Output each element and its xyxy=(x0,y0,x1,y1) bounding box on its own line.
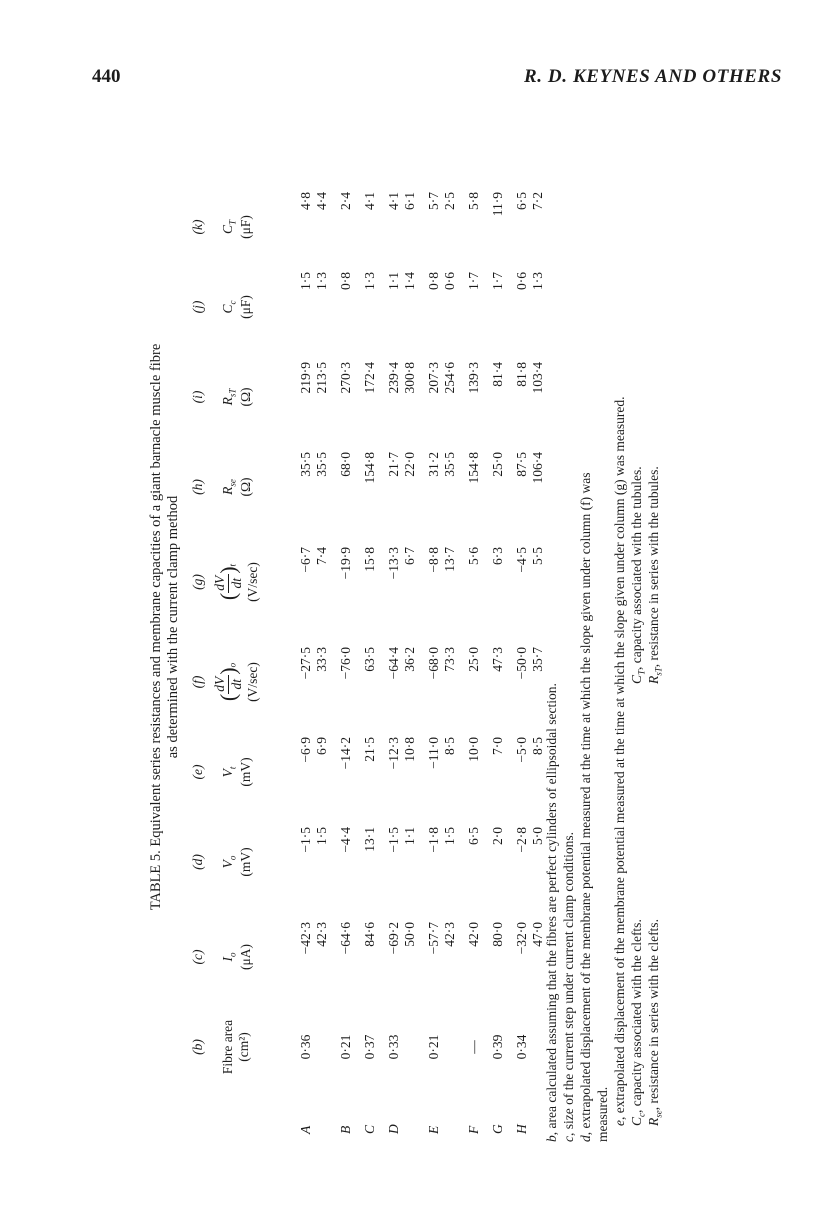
caption-line-1: TABLE 5. Equivalent series resistances and membrane capacities of a giant barnacle muscle fibre xyxy=(148,343,164,911)
table-cell: 0·6 xyxy=(514,272,529,290)
table-cell: 6·7 xyxy=(402,547,417,565)
table-cell: −1·8 xyxy=(426,827,441,853)
table-cell: 35·5 xyxy=(298,452,313,477)
table-cell: 68·0 xyxy=(338,452,353,477)
table-cell: 0·39 xyxy=(490,1034,505,1060)
table-cell: −14·2 xyxy=(338,737,353,770)
column-letter: (b) xyxy=(190,1039,205,1055)
sub: o xyxy=(227,952,238,957)
table-cell: −64·4 xyxy=(386,647,401,680)
table-cell: 4·1 xyxy=(362,192,377,210)
caption-line-2: as determined with the current clamp method xyxy=(165,495,182,759)
header-unit: (Ω) xyxy=(238,387,254,407)
table-cell: −32·0 xyxy=(514,922,529,955)
table-cell: 25·0 xyxy=(466,647,481,672)
table-cell: 1·7 xyxy=(466,272,481,290)
table-cell: 10·0 xyxy=(466,737,481,762)
sub: o xyxy=(227,662,238,668)
derivative-symbol: ( dV dt )$_o$ xyxy=(212,662,245,702)
table-cell: 35·7 xyxy=(530,647,545,672)
table-cell: 10·8 xyxy=(402,737,417,762)
header-unit: (V/sec) xyxy=(245,662,261,702)
header-symbol xyxy=(220,827,238,897)
table-cell: −5·0 xyxy=(514,737,529,763)
table-cell: 1·1 xyxy=(386,272,401,290)
table-cell: −13·3 xyxy=(386,547,401,580)
frac-num: dV xyxy=(212,575,227,591)
table-cell: 154·8 xyxy=(466,452,481,484)
footnote-e: e, extrapolated displacement of the membrane potential measured at the time at which the slope given under column (g) was measured. xyxy=(612,396,627,1126)
frac-den: dt xyxy=(229,578,245,589)
table-cell: −8·8 xyxy=(426,547,441,573)
table-cell: 13·7 xyxy=(442,547,457,572)
header-symbol xyxy=(220,192,238,262)
footnote-c: c, size of the current step under current clamp conditions. xyxy=(561,831,576,1142)
frac-den: dt xyxy=(229,679,245,690)
table-cell: 106·4 xyxy=(530,452,545,484)
column-header xyxy=(220,272,255,342)
column-letter: (e) xyxy=(190,764,205,780)
sub: t xyxy=(227,563,238,567)
table-cell: 47·0 xyxy=(530,922,545,947)
table-cell: 5·5 xyxy=(530,547,545,565)
table-cell: 42·0 xyxy=(466,922,481,947)
table-cell: 219·9 xyxy=(298,362,313,394)
table-cell: 1·5 xyxy=(442,827,457,845)
table-cell: 42·3 xyxy=(442,922,457,947)
header-unit: (cm²) xyxy=(236,1032,252,1062)
table-cell: −64·6 xyxy=(338,922,353,955)
column-header xyxy=(220,737,255,807)
table-cell: 0·21 xyxy=(426,1034,441,1060)
table-cell: 22·0 xyxy=(402,452,417,477)
table-cell: 33·3 xyxy=(314,647,329,672)
table-cell: 270·3 xyxy=(338,362,353,394)
table-cell: −2·8 xyxy=(514,827,529,853)
row-label: G xyxy=(490,1124,505,1134)
column-header xyxy=(220,452,255,522)
column-letter: (g) xyxy=(190,574,205,590)
table-cell: 6·3 xyxy=(490,547,505,565)
row-label: D xyxy=(386,1124,401,1134)
table-cell: 0·21 xyxy=(338,1034,353,1060)
footnote-d-cont: measured. xyxy=(595,1086,610,1142)
sub: sT xyxy=(227,388,238,398)
table-cell: 0·37 xyxy=(362,1034,377,1060)
table-cell: 207·3 xyxy=(426,362,441,394)
header-symbol xyxy=(220,452,238,522)
table-cell: 0·6 xyxy=(442,272,457,290)
sym: I xyxy=(220,957,235,962)
table-cell: 4·1 xyxy=(386,192,401,210)
table-cell: 36·2 xyxy=(402,647,417,672)
table-cell: −19·9 xyxy=(338,547,353,580)
table-cell: −4·5 xyxy=(514,547,529,573)
table-cell: 300·8 xyxy=(402,362,417,394)
table-cell: 5·6 xyxy=(466,547,481,565)
table-cell: −50·0 xyxy=(514,647,529,680)
table-cell: 8·5 xyxy=(530,737,545,755)
table-cell: 1·3 xyxy=(530,272,545,290)
table-cell: 5·7 xyxy=(426,192,441,210)
column-header xyxy=(220,1012,252,1082)
table-cell: 239·4 xyxy=(386,362,401,394)
column-letter: (k) xyxy=(190,219,205,235)
sub: se xyxy=(227,479,238,487)
table-cell: 81·4 xyxy=(490,362,505,387)
table-cell: 6·1 xyxy=(402,192,417,210)
table-cell: 103·4 xyxy=(530,362,545,394)
table-cell: 35·5 xyxy=(314,452,329,477)
rotated-table xyxy=(140,112,670,1142)
table-cell: 5·8 xyxy=(466,192,481,210)
column-letter: (d) xyxy=(190,854,205,870)
header-symbol xyxy=(220,1012,236,1082)
derivative-symbol: ( dV dt )$_t$ xyxy=(212,563,245,601)
table-cell: 6·5 xyxy=(514,192,529,210)
row-label: F xyxy=(466,1125,481,1134)
table-cell: 7·4 xyxy=(314,547,329,565)
table-cell: 1·5 xyxy=(298,272,313,290)
sub: T xyxy=(227,219,238,225)
table-cell: 254·6 xyxy=(442,362,457,394)
sub: t xyxy=(227,766,238,770)
table-cell: 50·0 xyxy=(402,922,417,947)
table-cell: −57·7 xyxy=(426,922,441,955)
table-cell: −12·3 xyxy=(386,737,401,770)
header-symbol xyxy=(220,737,238,807)
column-letter: (f) xyxy=(190,675,205,689)
column-header xyxy=(212,547,262,617)
table-cell: 1·3 xyxy=(314,272,329,290)
row-label: C xyxy=(362,1124,377,1134)
sym: C xyxy=(220,225,235,235)
table-cell: 2·4 xyxy=(338,192,353,210)
table-cell: 2·5 xyxy=(442,192,457,210)
table-cell: 0·34 xyxy=(514,1034,529,1060)
column-letter: (c) xyxy=(190,949,205,965)
sym: R xyxy=(220,397,235,406)
table-cell: −69·2 xyxy=(386,922,401,955)
table-cell: −42·3 xyxy=(298,922,313,955)
table-cell: 0·36 xyxy=(298,1034,313,1060)
table-cell: 73·3 xyxy=(442,647,457,672)
table-cell: 2·0 xyxy=(490,827,505,845)
column-letter: (h) xyxy=(190,479,205,495)
table-cell: 6·5 xyxy=(466,827,481,845)
table-cell: −1·5 xyxy=(298,827,313,853)
table-cell: 25·0 xyxy=(490,452,505,477)
table-cell: 4·8 xyxy=(298,192,313,210)
footnote-b: b, area calculated assuming that the fibres are perfect cylinders of ellipsoidal section. xyxy=(544,683,559,1142)
table-cell: 42·3 xyxy=(314,922,329,947)
footnote-rst: $R_{sT}$, resistance in series with the tubules. xyxy=(646,466,664,684)
table-cell: −76·0 xyxy=(338,647,353,680)
column-letter: (i) xyxy=(190,390,205,404)
row-label: B xyxy=(338,1125,353,1134)
sub: o xyxy=(227,855,238,861)
table-cell: 81·8 xyxy=(514,362,529,387)
row-label: E xyxy=(426,1125,441,1134)
table-cell: 0·8 xyxy=(426,272,441,290)
table-cell: 1·5 xyxy=(314,827,329,845)
row-label: A xyxy=(298,1125,313,1134)
footnote-ct: $C_T$, capacity associated with the tubules. xyxy=(629,466,647,684)
table-cell: 21·7 xyxy=(386,452,401,477)
footnote-cc: $C_c$, capacity associated with the clefts. xyxy=(629,919,647,1126)
table-cell: 35·5 xyxy=(442,452,457,477)
table-cell: 213·5 xyxy=(314,362,329,394)
table-cell: 6·9 xyxy=(314,737,329,755)
table-cell: −6·9 xyxy=(298,737,313,763)
table-cell: 84·6 xyxy=(362,922,377,947)
table-cell: 31·2 xyxy=(426,452,441,477)
table-cell: 4·4 xyxy=(314,192,329,210)
header-unit: (Ω) xyxy=(238,477,254,497)
page-number: 440 xyxy=(92,66,121,87)
table-cell: −1·5 xyxy=(386,827,401,853)
table-cell: 7·2 xyxy=(530,192,545,210)
table-cell: 154·8 xyxy=(362,452,377,484)
sym: V xyxy=(220,769,235,778)
table-cell: 13·1 xyxy=(362,827,377,852)
header-unit: (mV) xyxy=(238,757,254,787)
page-header xyxy=(92,66,782,96)
header-symbol xyxy=(220,922,238,992)
sub: c xyxy=(227,300,238,305)
table-cell: 63·5 xyxy=(362,647,377,672)
header-symbol xyxy=(220,362,238,432)
table-cell: 8·5 xyxy=(442,737,457,755)
column-letter: (j) xyxy=(190,300,205,314)
table-cell: 0·8 xyxy=(338,272,353,290)
table-caption xyxy=(148,112,182,1142)
running-head: R. D. KEYNES AND OTHERS xyxy=(523,66,782,87)
column-header xyxy=(220,362,255,432)
table-cell: 47·3 xyxy=(490,647,505,672)
column-header xyxy=(220,192,255,262)
table-cell: 87·5 xyxy=(514,452,529,477)
frac-num: dV xyxy=(212,676,227,692)
sym: Fibre area xyxy=(220,1019,235,1075)
table-cell: 21·5 xyxy=(362,737,377,762)
table-cell: 139·3 xyxy=(466,362,481,394)
header-unit: (μF) xyxy=(238,215,254,239)
sym: V xyxy=(220,860,235,869)
table-5 xyxy=(140,112,670,1142)
header-unit: (μA) xyxy=(238,944,254,970)
table-cell: 5·0 xyxy=(530,827,545,845)
table-cell: −27·5 xyxy=(298,647,313,680)
table-cell: 1·3 xyxy=(362,272,377,290)
footnote-rse: $R_{se}$, resistance in series with the clefts. xyxy=(646,919,664,1126)
table-cell: 80·0 xyxy=(490,922,505,947)
table-cell: 1·4 xyxy=(402,272,417,290)
footnote-d: d, extrapolated displacement of the membrane potential measured at the time at which the slope given under column (f) was xyxy=(578,472,593,1142)
table-cell: 1·1 xyxy=(402,827,417,845)
column-header xyxy=(212,647,262,717)
table-cell: 1·7 xyxy=(490,272,505,290)
table-cell: 0·33 xyxy=(386,1034,401,1060)
column-header xyxy=(220,827,255,897)
header-symbol xyxy=(220,272,238,342)
table-cell: 7·0 xyxy=(490,737,505,755)
header-unit: (mV) xyxy=(238,847,254,877)
sym: C xyxy=(220,304,235,314)
header-unit: (V/sec) xyxy=(245,562,261,602)
sym: R xyxy=(220,486,235,495)
table-cell: −4·4 xyxy=(338,827,353,853)
table-cell: 15·8 xyxy=(362,547,377,572)
table-cell: 172·4 xyxy=(362,362,377,394)
table-cell: 11·9 xyxy=(490,192,505,217)
table-cell: −6·7 xyxy=(298,547,313,573)
table-cell: −68·0 xyxy=(426,647,441,680)
header-unit: (μF) xyxy=(238,295,254,319)
row-label: H xyxy=(514,1124,529,1134)
table-cell: −11·0 xyxy=(426,737,441,769)
table-cell: — xyxy=(466,1040,481,1054)
column-header xyxy=(220,922,255,992)
